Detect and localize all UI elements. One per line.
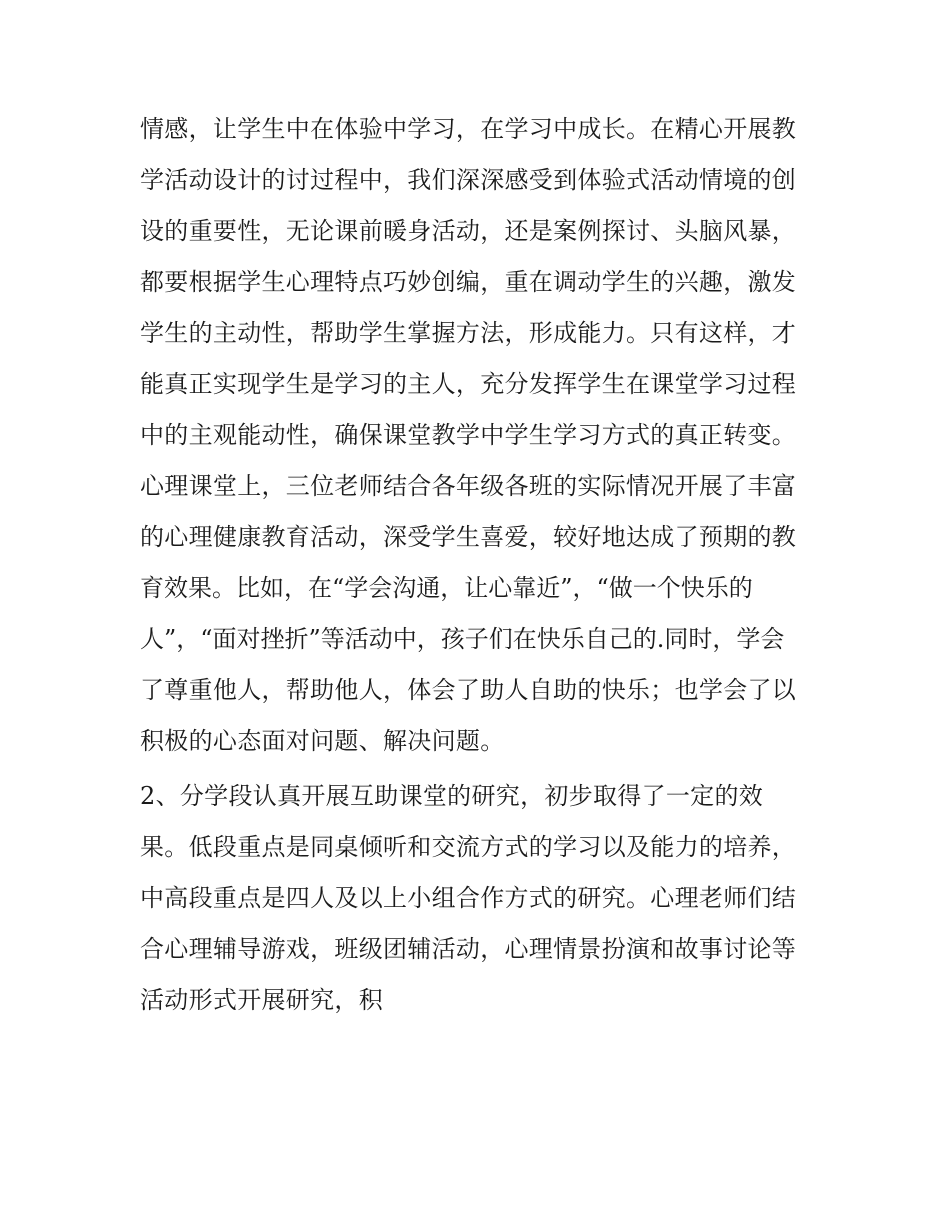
text-line-16: 中高段重点是四人及以上小组合作方式的研究。心理老师们结	[140, 884, 797, 912]
text-line-13: 积极的心态面对问题、解决问题。	[140, 727, 505, 755]
body-text	[140, 104, 820, 1026]
text-line-11: 人”，“面对挫折”等活动中，孩子们在快乐自己的.同时，学会	[140, 625, 785, 653]
text-line-2: 学活动设计的讨过程中，我们深深感受到体验式活动情境的创	[140, 166, 797, 194]
text-line-3: 设的重要性，无论课前暖身活动，还是案例探讨、头脑风暴，	[140, 217, 797, 245]
text-line-15: 果。低段重点是同桌倾听和交流方式的学习以及能力的培养，	[140, 833, 797, 861]
text-line-9: 的心理健康教育活动，深受学生喜爱，较好地达成了预期的教	[140, 523, 797, 551]
text-line-17: 合心理辅导游戏，班级团辅活动，心理情景扮演和故事讨论等	[140, 935, 797, 963]
text-line-4: 都要根据学生心理特点巧妙创编，重在调动学生的兴趣，激发	[140, 268, 797, 296]
text-line-8: 心理课堂上，三位老师结合各年级各班的实际情况开展了丰富	[140, 472, 797, 500]
text-line-1: 情感，让学生中在体验中学习，在学习中成长。在精心开展教	[140, 115, 797, 143]
text-line-7: 中的主观能动性，确保课堂教学中学生学习方式的真正转变。	[140, 421, 797, 449]
text-line-14: 2、分学段认真开展互助课堂的研究，初步取得了一定的效	[140, 782, 764, 810]
text-line-5: 学生的主动性，帮助学生掌握方法，形成能力。只有这样，才	[140, 319, 797, 347]
text-line-18: 活动形式开展研究，积	[140, 986, 383, 1014]
text-line-12: 了尊重他人，帮助他人，体会了助人自助的快乐；也学会了以	[140, 676, 797, 704]
text-line-10: 育效果。比如，在“学会沟通，让心靠近”，“做一个快乐的	[140, 574, 753, 602]
text-line-6: 能真正实现学生是学习的主人，充分发挥学生在课堂学习过程	[140, 370, 797, 398]
